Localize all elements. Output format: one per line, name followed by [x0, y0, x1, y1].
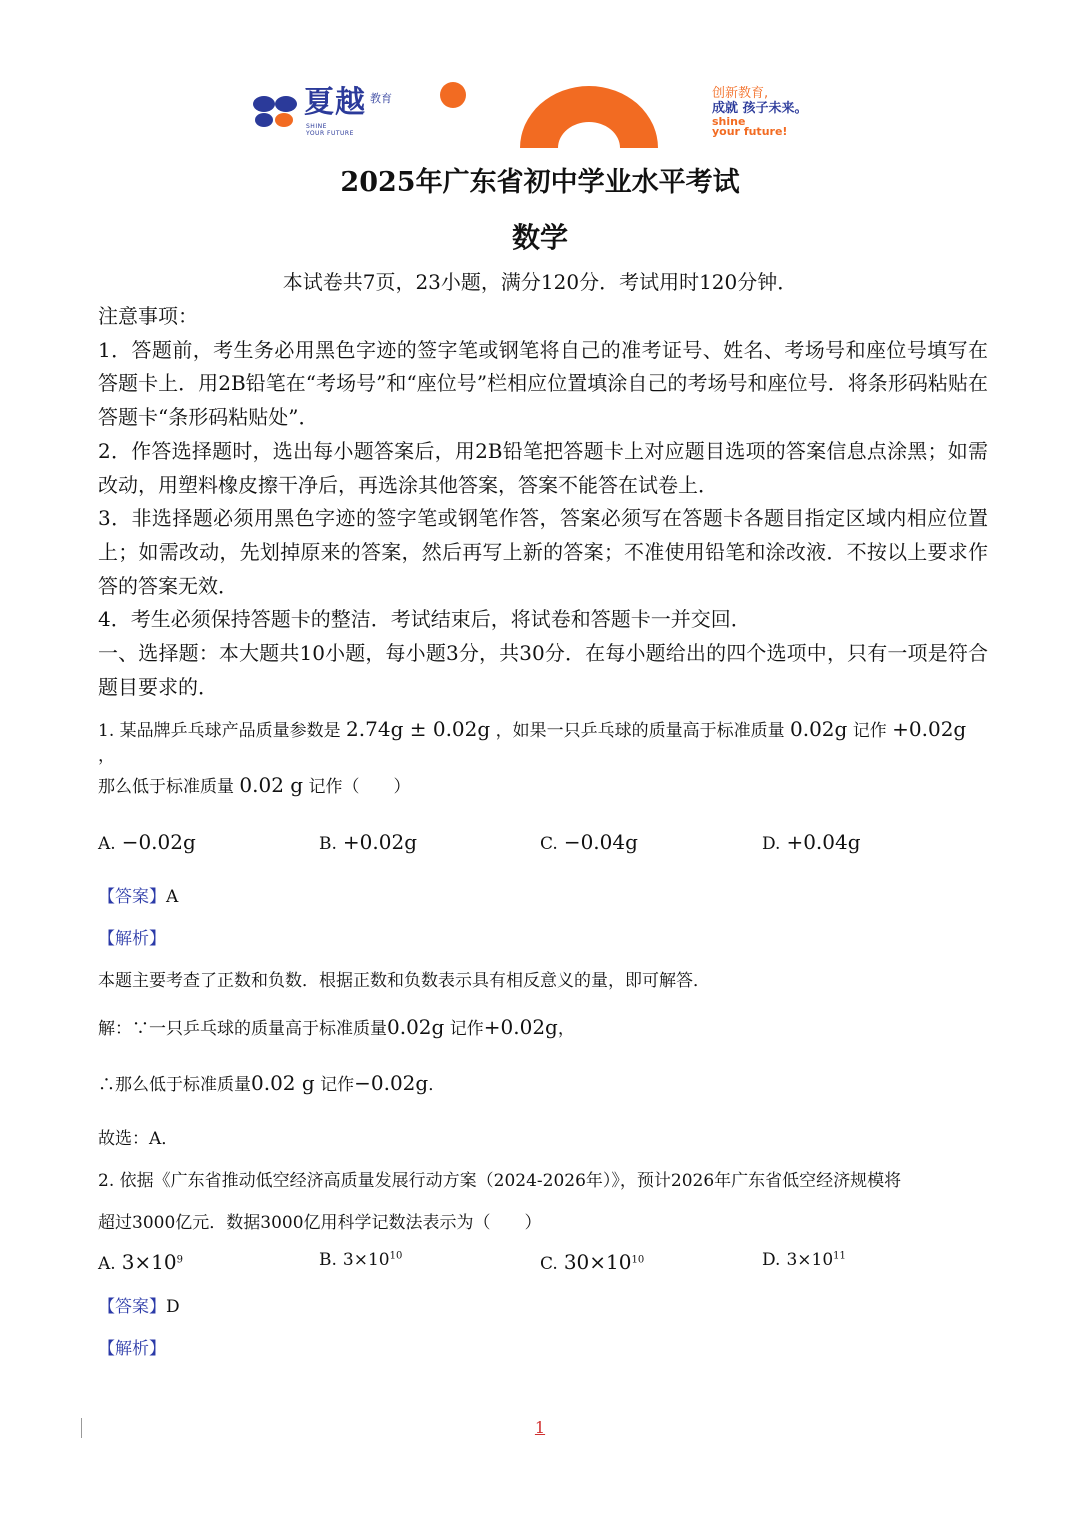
q1-option-c[interactable]	[540, 830, 638, 854]
q2-option-b-exp: 10	[389, 1250, 403, 1262]
q1-choice: 故选：A．	[98, 1129, 179, 1149]
q1-option-b-value: +0.02g	[342, 830, 417, 854]
q2-option-c-base: 30×10	[563, 1250, 632, 1274]
note-1: 1．答题前，考生务必用黑色字迹的签字笔或钢笔将自己的准考证号、姓名、考场号和座位号填写在答题卡上．用2B铅笔在“考场号”和“座位号”栏相应位置填涂自己的考场号和座位号．将条形码粘贴在答题卡“条形码粘贴处”．	[98, 337, 988, 430]
brand-name-suffix: 教育	[370, 92, 392, 105]
slogan-line-4: your future!	[712, 125, 788, 138]
note-2: 2．作答选择题时，选出每小题答案后，用2B铅笔把答题卡上对应题目选项的答案信息点涂黑；如需改动，用塑料橡皮擦干净后，再选涂其他答案，答案不能答在试卷上．	[98, 438, 988, 497]
notes-heading: 注意事项：	[98, 304, 198, 328]
exam-notes	[98, 300, 988, 704]
question-2-line-2: 超过3000亿元．数据3000亿用科学记数法表示为（ ）	[98, 1213, 542, 1233]
q2-option-a[interactable]	[98, 1250, 183, 1274]
slogan-line-3: shine	[712, 115, 746, 128]
q1-sol1-math-1: 0.02g	[387, 1015, 445, 1039]
q1-option-d-label: D.	[762, 834, 781, 854]
q1-text-6: 记作（ ）	[308, 777, 411, 797]
question-1-line-2	[98, 772, 411, 797]
section-heading: 一、选择题：本大题共10小题，每小题3分，共30分．在每小题给出的四个选项中，只有一项是符合题目要求的．	[98, 641, 988, 699]
q1-sol1-text-2: 记作	[449, 1019, 484, 1039]
question-2-line-1: 2. 依据《广东省推动低空经济高质量发展行动方案（2024-2026年）》，预计2026年广东省低空经济规模将	[98, 1171, 902, 1191]
q2-answer	[98, 1292, 180, 1317]
q1-option-c-label: C.	[540, 834, 558, 854]
q1-text-5: 那么低于标准质量	[98, 777, 234, 797]
slogan-line-2: 成就 孩子未来。	[712, 101, 808, 116]
q1-sol1-text-1: 解：∵一只乒乓球的质量高于标准质量	[98, 1019, 387, 1039]
q2-option-b[interactable]	[319, 1250, 402, 1270]
q2-option-d[interactable]	[762, 1250, 846, 1270]
q2-option-a-label: A.	[98, 1254, 116, 1274]
q1-sol2-math-2: −0.02g	[354, 1071, 429, 1095]
q2-option-c[interactable]	[540, 1250, 644, 1274]
q1-math-1: 2.74g ± 0.02g	[346, 717, 491, 741]
q2-option-d-label: D.	[762, 1250, 781, 1270]
exam-info: 本试卷共7页，23小题，满分120分．考试用时120分钟．	[282, 270, 798, 294]
q2-option-d-base: 3×10	[786, 1250, 834, 1270]
note-4: 4．考生必须保持答题卡的整洁．考试结束后，将试卷和答题卡一并交回．	[98, 607, 751, 632]
q2-option-b-base: 3×10	[342, 1250, 390, 1270]
q1-option-a[interactable]	[98, 830, 196, 854]
q2-option-a-exp: 9	[176, 1254, 183, 1266]
q1-analysis-tag: 【解析】	[98, 929, 166, 949]
question-1-line-1	[98, 716, 988, 766]
q1-sol2-text-1: ∴那么低于标准质量	[98, 1075, 251, 1095]
brand-name-cn: 夏越	[304, 85, 366, 120]
q1-text-3: 记作	[852, 721, 887, 741]
q1-option-b[interactable]	[319, 830, 417, 854]
q2-answer-tag: 【答案】	[98, 1297, 166, 1317]
q1-option-a-label: A.	[98, 834, 116, 854]
q1-text-2: ，如果一只乒乓球的质量高于标准质量	[495, 721, 785, 741]
butterfly-logo-icon	[252, 92, 300, 132]
brand-tagline-1: SHINE	[306, 123, 327, 130]
q1-sol2-math-1: 0.02 g	[251, 1071, 315, 1095]
exam-title: 2025年广东省初中学业水平考试	[340, 167, 740, 198]
q1-option-b-label: B.	[319, 834, 337, 854]
q1-sol2-text-2: 记作	[320, 1075, 355, 1095]
q1-analysis: 本题主要考查了正数和负数．根据正数和负数表示具有相反意义的量，即可解答．	[98, 971, 710, 991]
q2-option-a-base: 3×10	[121, 1250, 177, 1274]
q1-option-d-value: +0.04g	[786, 830, 861, 854]
q1-solution-line-2	[98, 1070, 445, 1095]
q1-math-2: 0.02g	[789, 717, 848, 741]
q1-solution-line-1	[98, 1014, 575, 1039]
page-number: 1	[534, 1418, 546, 1437]
q1-option-a-value: −0.02g	[121, 830, 196, 854]
slogan-line-1: 创新教育,	[712, 86, 769, 101]
q1-option-c-value: −0.04g	[563, 830, 638, 854]
q1-sol2-text-3: ．	[428, 1075, 446, 1095]
q1-sol1-text-3: ，	[557, 1019, 575, 1039]
note-3: 3．非选择题必须用黑色字迹的签字笔或钢笔作答，答案必须写在答题卡各题目指定区域内相应位置上；如需改动，先划掉原来的答案，然后再写上新的答案；不准使用铅笔和涂改液．不按以上要求作答的答案无效．	[98, 506, 988, 598]
q2-option-c-exp: 10	[631, 1254, 645, 1266]
q1-math-4: 0.02 g	[239, 773, 304, 797]
xiayue-logo	[252, 86, 402, 138]
q2-option-c-label: C.	[540, 1254, 558, 1274]
q1-sol1-math-2: +0.02g	[483, 1015, 558, 1039]
q2-option-b-label: B.	[319, 1250, 337, 1270]
q2-analysis-tag: 【解析】	[98, 1339, 166, 1359]
q1-text-4: ，	[98, 746, 115, 766]
q1-math-3: +0.02g	[892, 717, 967, 741]
q2-option-d-exp: 11	[833, 1250, 846, 1262]
q1-text-1: 1. 某品牌乒乓球产品质量参数是	[98, 721, 341, 741]
q1-option-d[interactable]	[762, 830, 861, 854]
q2-answer-value: D	[166, 1297, 180, 1317]
brand-tagline-2: YOUR FUTURE	[306, 130, 354, 137]
q1-answer-value: A	[166, 887, 179, 907]
exam-subject: 数学	[511, 221, 568, 254]
slogan	[712, 86, 862, 137]
q1-answer	[98, 882, 178, 907]
sunrise-logo-icon	[438, 82, 662, 150]
q1-answer-tag: 【答案】	[98, 887, 166, 907]
